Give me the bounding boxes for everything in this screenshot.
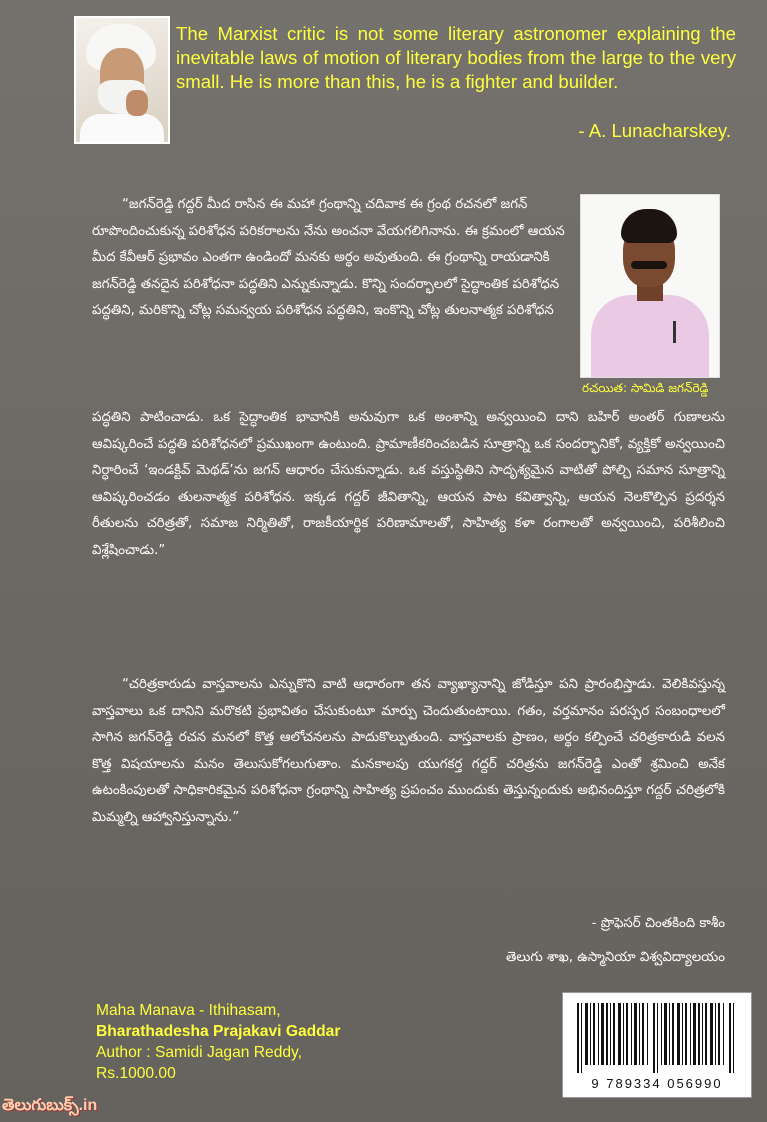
book-title-line2: Bharathadesha Prajakavi Gaddar bbox=[96, 1023, 341, 1040]
review-one-text-a: “జగన్‌రెడ్డి గద్దర్ మీద రాసిన ఈ మహా గ్రంథాన్ని చదివాక ఈ గ్రంథ రచనలో జగన్ రూపొందించుకున్న పరిశోధన పరికరాలను నేను అంచనా వేయగలిగినాను. ఈ క్రమంలో ఆయన మీద కేవీఆర్ ప్రభావం ఎంతగా ఉండిందో మనకు అర్థం అవుతుంది. ఈ గ్రంథాన్ని రాయడానికి జగన్‌రెడ్డి తనదైన పరిశోధనా పద్ధతిని ఎన్నుకున్నాడు. కొన్ని సందర్భాలలో సైద్ధాంతిక పరిశోధన పద్ధతిని, మరికొన్ని చోట్ల సమన్వయ పరిశోధన పద్ధతిని, ఇంకొన్ని చోట్ల తులనాత్మక పరిశోధన bbox=[92, 197, 565, 319]
barcode-number: 9 789334 056990 bbox=[591, 1076, 723, 1091]
review-affiliation: తెలుగు శాఖ, ఉస్మానియా విశ్వవిద్యాలయం bbox=[506, 950, 725, 965]
review-two-text: “చరిత్రకారుడు వాస్తవాలను ఎన్నుకొని వాటి ఆధారంగా తన వ్యాఖ్యానాన్ని జోడిస్తూ పని ప్రారంభిస్తాడు. వెలికివస్తున్న వాస్తవాలు ఒక దానిని మరొకటి ప్రభావితం చేసుకుంటూ మార్పు చెందుతుంటాయి. గతం, వర్తమానం పరస్పర సంబంధాలలో సాగిన జగన్‌రెడ్డి రచన మనలో కొత్త ఆలోచనలను పాదుకొల్పుతుంది. వాస్తవాలకు ప్రాణం, అర్థం కల్పించే చరిత్రకారుడి వలన కొత్త విషయాలను మనం తెలుసుకోగలుగుతాం. మనకాలపు యుగకర్త గద్దర్ చరిత్రను జగన్‌రెడ్డి ఎంతో శ్రమించి అనేక ఉటంకింపులతో సాధికారికమైన పరిశోధనా గ్రంథాన్ని సాహిత్య ప్రపంచం ముందుకు తెస్తున్నందుకు అభినందిస్తూ గద్దర్ చరిత్రలోకి మిమ్మల్ని ఆహ్వానిస్తున్నాను.” bbox=[92, 677, 725, 825]
epigraph-quote: The Marxist critic is not some literary astronomer explaining the inevitable laws of motion of literary bodies from the large to the very small. He is more than this, he is a fighter and builder. bbox=[176, 23, 736, 92]
book-info bbox=[96, 1000, 340, 1084]
barcode-bars bbox=[577, 1003, 737, 1073]
review-two bbox=[92, 672, 725, 832]
quoted-person-photo bbox=[74, 16, 170, 144]
review-one-part-a bbox=[92, 192, 570, 325]
book-title-line1: Maha Manava - Ithihasam, bbox=[96, 1002, 281, 1019]
epigraph-author: - A. Lunacharskey. bbox=[578, 120, 731, 141]
author-photo-caption: రచయిత: సామిడి జగన్‌రెడ్డి bbox=[582, 381, 709, 395]
site-watermark: తెలుగుబుక్స్.in bbox=[2, 1097, 98, 1114]
review-signature: - ప్రొఫెసర్ చింతకింది కాశీం bbox=[591, 916, 725, 931]
author-photo bbox=[580, 194, 720, 378]
isbn-barcode bbox=[562, 992, 752, 1098]
book-price: Rs.1000.00 bbox=[96, 1065, 176, 1082]
review-one-part-b: పద్ధతిని పాటించాడు. ఒక సైద్ధాంతిక భావానికి అనువుగా ఒక అంశాన్ని అన్వయించి దాని బహిర్ అంతర్ గుణాలను ఆవిష్కరించే పద్ధతి పరిశోధనలో ప్రముఖంగా ఉంటుంది. ప్రామాణీకరించబడిన సూత్రాన్ని ఒక సందర్భానికో, వ్యక్తికో అన్వయించి నిర్ధారించే ‘ఇండక్టివ్ మెథడ్’ను జగన్ ఆధారం చేసుకున్నాడు. ఒక వస్తుస్థితిని సాదృశ్యమైన వాటితో పోల్చి సమాన సూత్రాన్ని ఆవిష్కరించడం తులనాత్మక పరిశోధన. ఇక్కడ గద్దర్ జీవితాన్ని, ఆయన పాట కవిత్వాన్ని, ఆయన నెలకొల్పిన ప్రదర్శన రీతులను చరిత్రతో, సమాజ నిర్మితితో, రాజకీయార్థిక పరిణామాలతో, సాహిత్య కళా రంగాలతో అన్వయించి, పరిశీలించి విశ్లేషించాడు.” bbox=[92, 410, 725, 558]
book-author: Author : Samidi Jagan Reddy, bbox=[96, 1044, 303, 1061]
